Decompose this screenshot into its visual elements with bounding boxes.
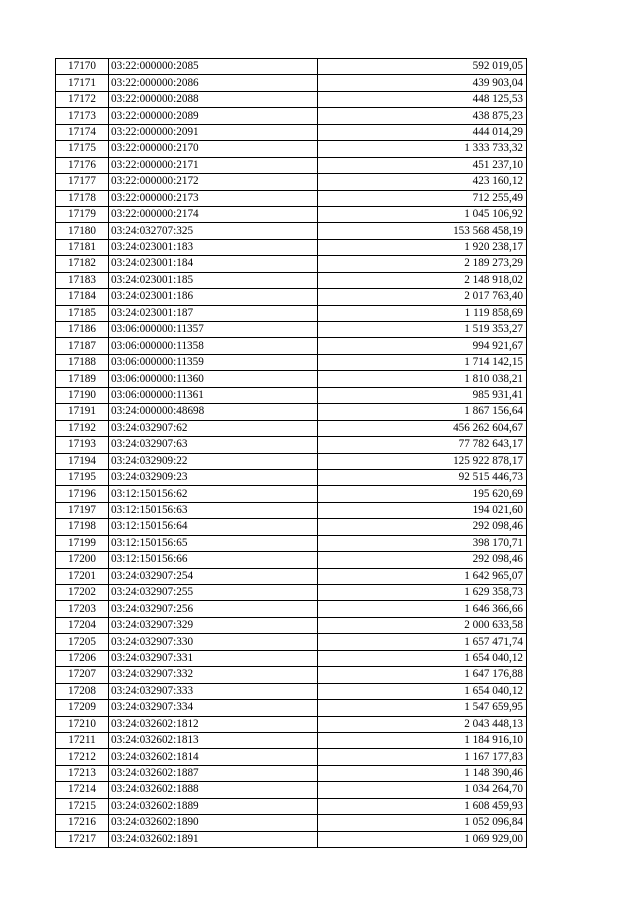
table-row	[56, 124, 527, 140]
row-number-cell: 17215	[56, 798, 109, 814]
row-number-cell: 17178	[56, 190, 109, 206]
table-row	[56, 535, 527, 551]
table-row	[56, 667, 527, 683]
cadastral-number-cell: 03:24:032909:22	[109, 453, 318, 469]
value-cell: 2 189 273,29	[318, 256, 527, 272]
cadastral-number-cell: 03:24:032907:333	[109, 683, 318, 699]
cadastral-number-cell: 03:24:032907:254	[109, 568, 318, 584]
table-row	[56, 157, 527, 173]
table-row	[56, 322, 527, 338]
row-number-cell: 17209	[56, 700, 109, 716]
row-number-cell: 17183	[56, 272, 109, 288]
value-cell: 125 922 878,17	[318, 453, 527, 469]
cadastral-number-cell: 03:24:023001:187	[109, 305, 318, 321]
table-row	[56, 765, 527, 781]
row-number-cell: 17204	[56, 617, 109, 633]
row-number-cell: 17187	[56, 338, 109, 354]
value-cell: 292 098,46	[318, 552, 527, 568]
value-cell: 1 654 040,12	[318, 683, 527, 699]
row-number-cell: 17185	[56, 305, 109, 321]
value-cell: 92 515 446,73	[318, 469, 527, 485]
row-number-cell: 17186	[56, 322, 109, 338]
table-row	[56, 338, 527, 354]
row-number-cell: 17190	[56, 387, 109, 403]
value-cell: 1 519 353,27	[318, 322, 527, 338]
value-cell: 1 045 106,92	[318, 206, 527, 222]
cadastral-number-cell: 03:24:032907:330	[109, 634, 318, 650]
row-number-cell: 17212	[56, 749, 109, 765]
cadastral-number-cell: 03:24:032907:62	[109, 420, 318, 436]
cadastral-number-cell: 03:12:150156:65	[109, 535, 318, 551]
cadastral-number-cell: 03:24:023001:185	[109, 272, 318, 288]
table-row	[56, 174, 527, 190]
table-row	[56, 519, 527, 535]
cadastral-value-table	[55, 58, 527, 848]
table-row	[56, 601, 527, 617]
value-cell: 292 098,46	[318, 519, 527, 535]
table-row	[56, 749, 527, 765]
row-number-cell: 17192	[56, 420, 109, 436]
table-row	[56, 256, 527, 272]
value-cell: 1 629 358,73	[318, 585, 527, 601]
value-cell: 456 262 604,67	[318, 420, 527, 436]
row-number-cell: 17188	[56, 354, 109, 370]
cadastral-number-cell: 03:22:000000:2085	[109, 59, 318, 75]
table-row	[56, 141, 527, 157]
value-cell: 2 043 448,13	[318, 716, 527, 732]
cadastral-number-cell: 03:24:032909:23	[109, 469, 318, 485]
value-cell: 448 125,53	[318, 91, 527, 107]
table-row	[56, 75, 527, 91]
table-row	[56, 239, 527, 255]
cadastral-number-cell: 03:24:032907:255	[109, 585, 318, 601]
cadastral-number-cell: 03:24:032602:1814	[109, 749, 318, 765]
cadastral-number-cell: 03:22:000000:2091	[109, 124, 318, 140]
cadastral-number-cell: 03:22:000000:2174	[109, 206, 318, 222]
row-number-cell: 17207	[56, 667, 109, 683]
table-row	[56, 190, 527, 206]
row-number-cell: 17199	[56, 535, 109, 551]
value-cell: 2 017 763,40	[318, 289, 527, 305]
table-row	[56, 420, 527, 436]
row-number-cell: 17201	[56, 568, 109, 584]
value-cell: 712 255,49	[318, 190, 527, 206]
row-number-cell: 17182	[56, 256, 109, 272]
value-cell: 77 782 643,17	[318, 437, 527, 453]
table-row	[56, 782, 527, 798]
row-number-cell: 17191	[56, 404, 109, 420]
cadastral-number-cell: 03:24:032907:329	[109, 617, 318, 633]
row-number-cell: 17179	[56, 206, 109, 222]
row-number-cell: 17208	[56, 683, 109, 699]
cadastral-number-cell: 03:12:150156:66	[109, 552, 318, 568]
cadastral-number-cell: 03:24:032602:1812	[109, 716, 318, 732]
value-cell: 444 014,29	[318, 124, 527, 140]
table-row	[56, 108, 527, 124]
table-row	[56, 700, 527, 716]
value-cell: 1 810 038,21	[318, 371, 527, 387]
cadastral-number-cell: 03:24:000000:48698	[109, 404, 318, 420]
table-body	[56, 59, 527, 848]
table-row	[56, 453, 527, 469]
table-row	[56, 831, 527, 847]
cadastral-number-cell: 03:24:032602:1890	[109, 815, 318, 831]
row-number-cell: 17176	[56, 157, 109, 173]
table-row	[56, 223, 527, 239]
table-row	[56, 683, 527, 699]
cadastral-number-cell: 03:24:023001:184	[109, 256, 318, 272]
cadastral-number-cell: 03:24:032907:331	[109, 650, 318, 666]
table-row	[56, 585, 527, 601]
cadastral-number-cell: 03:06:000000:11359	[109, 354, 318, 370]
row-number-cell: 17180	[56, 223, 109, 239]
row-number-cell: 17194	[56, 453, 109, 469]
cadastral-number-cell: 03:12:150156:63	[109, 502, 318, 518]
value-cell: 438 875,23	[318, 108, 527, 124]
table-row	[56, 568, 527, 584]
table-row	[56, 486, 527, 502]
value-cell: 194 021,60	[318, 502, 527, 518]
value-cell: 398 170,71	[318, 535, 527, 551]
value-cell: 153 568 458,19	[318, 223, 527, 239]
value-cell: 1 646 366,66	[318, 601, 527, 617]
cadastral-number-cell: 03:24:032602:1813	[109, 732, 318, 748]
cadastral-number-cell: 03:06:000000:11357	[109, 322, 318, 338]
table-row	[56, 91, 527, 107]
cadastral-number-cell: 03:24:032602:1888	[109, 782, 318, 798]
value-cell: 1 714 142,15	[318, 354, 527, 370]
row-number-cell: 17189	[56, 371, 109, 387]
table-row	[56, 798, 527, 814]
value-cell: 592 019,05	[318, 59, 527, 75]
row-number-cell: 17193	[56, 437, 109, 453]
cadastral-number-cell: 03:22:000000:2173	[109, 190, 318, 206]
value-cell: 985 931,41	[318, 387, 527, 403]
row-number-cell: 17198	[56, 519, 109, 535]
row-number-cell: 17197	[56, 502, 109, 518]
value-cell: 1 333 733,32	[318, 141, 527, 157]
row-number-cell: 17200	[56, 552, 109, 568]
table-row	[56, 289, 527, 305]
table-row	[56, 404, 527, 420]
row-number-cell: 17177	[56, 174, 109, 190]
value-cell: 1 867 156,64	[318, 404, 527, 420]
value-cell: 1 148 390,46	[318, 765, 527, 781]
value-cell: 1 034 264,70	[318, 782, 527, 798]
value-cell: 1 547 659,95	[318, 700, 527, 716]
cadastral-number-cell: 03:24:032907:334	[109, 700, 318, 716]
value-cell: 1 608 459,93	[318, 798, 527, 814]
cadastral-number-cell: 03:12:150156:62	[109, 486, 318, 502]
table-row	[56, 59, 527, 75]
row-number-cell: 17175	[56, 141, 109, 157]
value-cell: 994 921,67	[318, 338, 527, 354]
value-cell: 1 052 096,84	[318, 815, 527, 831]
cadastral-number-cell: 03:24:032907:332	[109, 667, 318, 683]
cadastral-number-cell: 03:22:000000:2089	[109, 108, 318, 124]
value-cell: 1 167 177,83	[318, 749, 527, 765]
row-number-cell: 17205	[56, 634, 109, 650]
row-number-cell: 17171	[56, 75, 109, 91]
table-row	[56, 272, 527, 288]
value-cell: 423 160,12	[318, 174, 527, 190]
table-row	[56, 305, 527, 321]
value-cell: 195 620,69	[318, 486, 527, 502]
table-row	[56, 815, 527, 831]
value-cell: 2 148 918,02	[318, 272, 527, 288]
table-row	[56, 387, 527, 403]
value-cell: 1 119 858,69	[318, 305, 527, 321]
row-number-cell: 17202	[56, 585, 109, 601]
cadastral-number-cell: 03:22:000000:2088	[109, 91, 318, 107]
table-row	[56, 502, 527, 518]
value-cell: 2 000 633,58	[318, 617, 527, 633]
cadastral-number-cell: 03:24:032602:1887	[109, 765, 318, 781]
cadastral-number-cell: 03:24:032907:63	[109, 437, 318, 453]
row-number-cell: 17214	[56, 782, 109, 798]
table-row	[56, 552, 527, 568]
row-number-cell: 17184	[56, 289, 109, 305]
value-cell: 451 237,10	[318, 157, 527, 173]
row-number-cell: 17170	[56, 59, 109, 75]
cadastral-number-cell: 03:24:032707:325	[109, 223, 318, 239]
cadastral-number-cell: 03:06:000000:11361	[109, 387, 318, 403]
table-row	[56, 206, 527, 222]
row-number-cell: 17206	[56, 650, 109, 666]
row-number-cell: 17195	[56, 469, 109, 485]
row-number-cell: 17172	[56, 91, 109, 107]
table-row	[56, 437, 527, 453]
table-row	[56, 469, 527, 485]
table-row	[56, 634, 527, 650]
cadastral-number-cell: 03:24:032907:256	[109, 601, 318, 617]
cadastral-number-cell: 03:24:023001:183	[109, 239, 318, 255]
cadastral-number-cell: 03:22:000000:2171	[109, 157, 318, 173]
table-row	[56, 354, 527, 370]
cadastral-number-cell: 03:24:032602:1891	[109, 831, 318, 847]
value-cell: 439 903,04	[318, 75, 527, 91]
row-number-cell: 17217	[56, 831, 109, 847]
value-cell: 1 654 040,12	[318, 650, 527, 666]
value-cell: 1 184 916,10	[318, 732, 527, 748]
row-number-cell: 17213	[56, 765, 109, 781]
row-number-cell: 17173	[56, 108, 109, 124]
row-number-cell: 17211	[56, 732, 109, 748]
table-row	[56, 732, 527, 748]
table-row	[56, 371, 527, 387]
value-cell: 1 657 471,74	[318, 634, 527, 650]
cadastral-number-cell: 03:06:000000:11358	[109, 338, 318, 354]
table-row	[56, 650, 527, 666]
value-cell: 1 642 965,07	[318, 568, 527, 584]
row-number-cell: 17203	[56, 601, 109, 617]
value-cell: 1 920 238,17	[318, 239, 527, 255]
value-cell: 1 647 176,88	[318, 667, 527, 683]
cadastral-number-cell: 03:22:000000:2172	[109, 174, 318, 190]
cadastral-number-cell: 03:22:000000:2170	[109, 141, 318, 157]
cadastral-number-cell: 03:24:032602:1889	[109, 798, 318, 814]
row-number-cell: 17181	[56, 239, 109, 255]
table-row	[56, 617, 527, 633]
cadastral-number-cell: 03:24:023001:186	[109, 289, 318, 305]
row-number-cell: 17210	[56, 716, 109, 732]
cadastral-number-cell: 03:22:000000:2086	[109, 75, 318, 91]
table-row	[56, 716, 527, 732]
cadastral-number-cell: 03:06:000000:11360	[109, 371, 318, 387]
row-number-cell: 17196	[56, 486, 109, 502]
cadastral-number-cell: 03:12:150156:64	[109, 519, 318, 535]
row-number-cell: 17216	[56, 815, 109, 831]
row-number-cell: 17174	[56, 124, 109, 140]
value-cell: 1 069 929,00	[318, 831, 527, 847]
